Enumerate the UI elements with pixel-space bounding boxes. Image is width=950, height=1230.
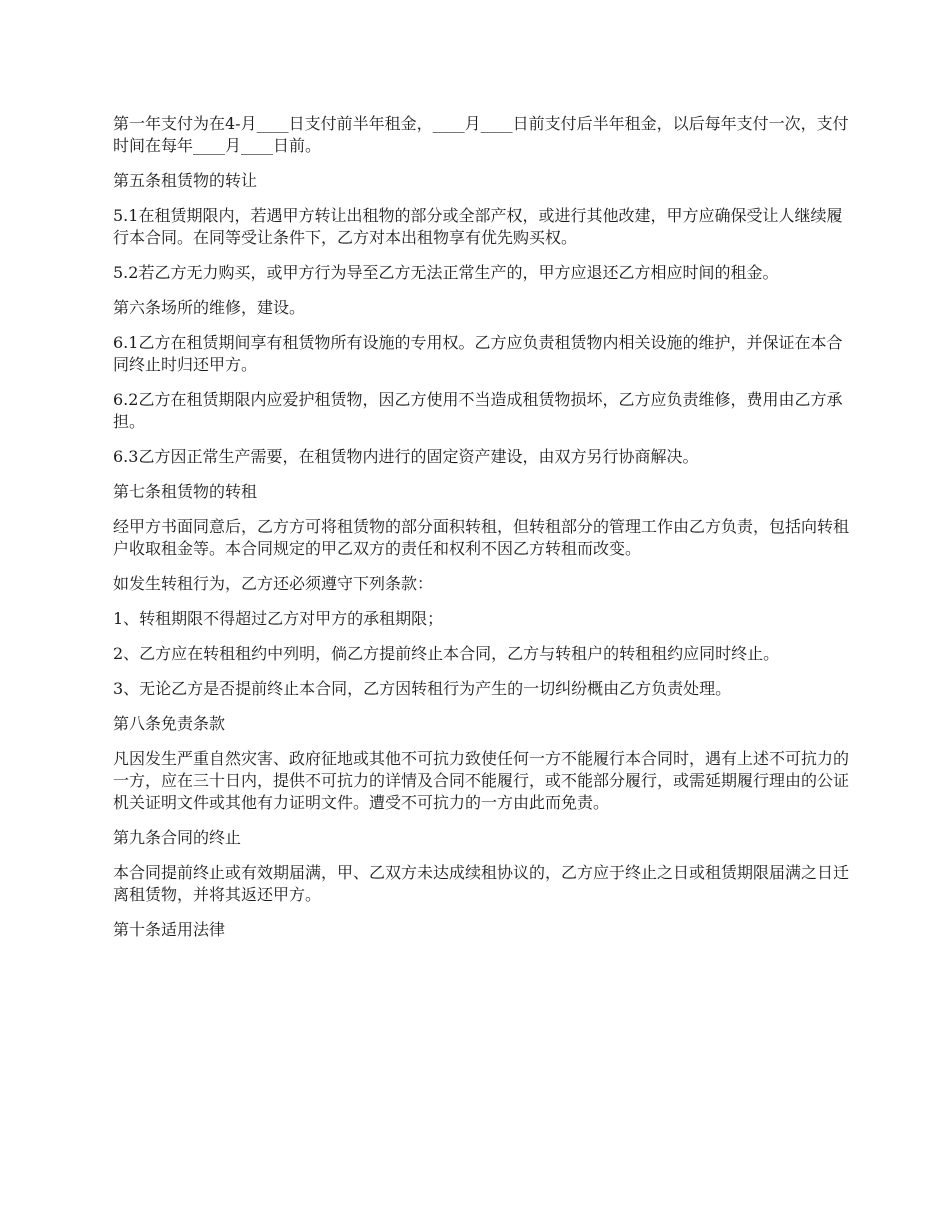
- paragraph-5-2: 5.2若乙方无力购买，或甲方行为导至乙方无法正常生产的，甲方应退还乙方相应时间的租金。: [113, 263, 779, 282]
- heading-article-5: 第五条租赁物的转让: [113, 171, 258, 190]
- paragraph-7-item-1: 1、转租期限不得超过乙方对甲方的承租期限；: [113, 609, 444, 628]
- paragraph-6-1: 6.1乙方在租赁期间享有租赁物所有设施的专用权。乙方应负责租赁物内相关设施的维护，并保证在本合同终止时归还甲方。: [113, 333, 843, 374]
- document-page: [113, 113, 853, 954]
- paragraph-7-item-2: 2、乙方应在转租租约中列明，倘乙方提前终止本合同，乙方与转租户的转租租约应同时终止。: [113, 644, 780, 663]
- paragraph-5-1: 5.1在租赁期限内，若遇甲方转让出租物的部分或全部产权，或进行其他改建，甲方应确保受让人继续履行本合同。在同等受让条件下，乙方对本出租物享有优先购买权。: [113, 206, 843, 247]
- paragraph-6-2: 6.2乙方在租赁期限内应爱护租赁物，因乙方使用不当造成租赁物损坏，乙方应负责维修，费用由乙方承担。: [113, 390, 843, 431]
- paragraph-7-intro: 如发生转租行为，乙方还必须遵守下列条款：: [113, 574, 434, 593]
- paragraph-6-3: 6.3乙方因正常生产需要，在租赁物内进行的固定资产建设，由双方另行协商解决。: [113, 447, 699, 466]
- paragraph-7-item-3: 3、无论乙方是否提前终止本合同，乙方因转租行为产生的一切纠纷概由乙方负责处理。: [113, 679, 732, 698]
- paragraph-7-body: 经甲方书面同意后，乙方方可将租赁物的部分面积转租，但转租部分的管理工作由乙方负责，包括向转租户收取租金等。本合同规定的甲乙双方的责任和权利不因乙方转租而改变。: [113, 517, 850, 558]
- heading-article-6: 第六条场所的维修，建设。: [113, 298, 306, 317]
- heading-article-7: 第七条租赁物的转租: [113, 482, 258, 501]
- heading-article-10: 第十条适用法律: [113, 920, 226, 939]
- paragraph-9-body: 本合同提前终止或有效期届满，甲、乙双方未达成续租协议的，乙方应于终止之日或租赁期限届满之日迁离租赁物，并将其返还甲方。: [113, 863, 850, 904]
- paragraph-8-body: 凡因发生严重自然灾害、政府征地或其他不可抗力致使任何一方不能履行本合同时，遇有上述不可抗力的一方，应在三十日内，提供不可抗力的详情及合同不能履行，或不能部分履行，或需延期履行理由的公证机关证明文件或其他有力证明文件。遭受不可抗力的一方由此而免责。: [113, 749, 850, 812]
- heading-article-8: 第八条免责条款: [113, 714, 226, 733]
- heading-article-9: 第九条合同的终止: [113, 828, 242, 847]
- paragraph-payment-schedule: 第一年支付为在4-月____日支付前半年租金，____月____日前支付后半年租金，以后每年支付一次，支付时间在每年____月____日前。: [113, 114, 849, 155]
